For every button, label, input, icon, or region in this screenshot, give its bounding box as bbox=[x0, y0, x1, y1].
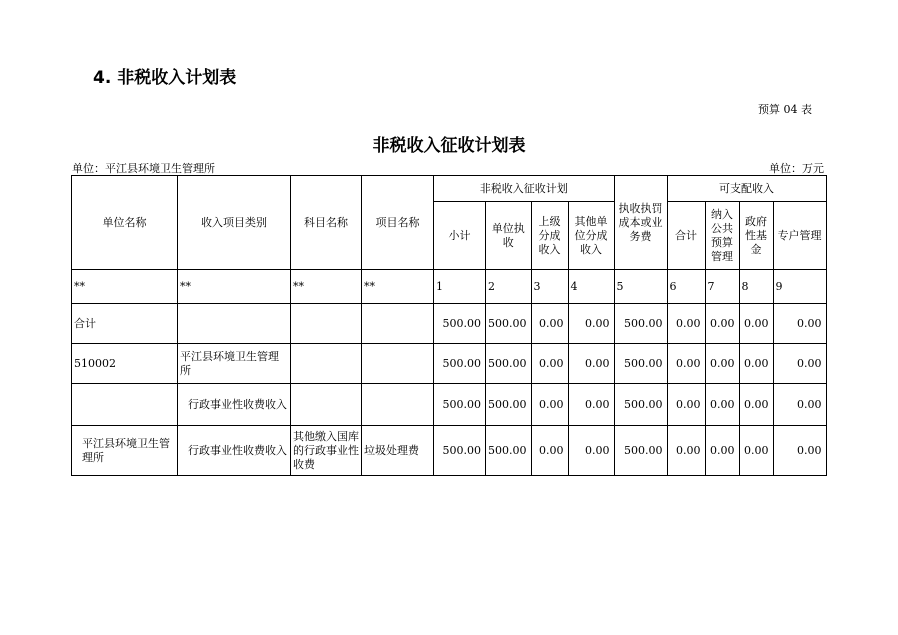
code-cell: ** bbox=[362, 270, 434, 304]
col-header-gov-fund: 政府性基金 bbox=[739, 202, 773, 270]
cell-superior-share: 0.00 bbox=[531, 426, 568, 476]
cell-unit-name: 合计 bbox=[72, 304, 178, 344]
cell-enforcement-cost: 500.00 bbox=[614, 384, 667, 426]
cell-special-mgmt: 0.00 bbox=[773, 304, 826, 344]
cell-gov-fund: 0.00 bbox=[739, 304, 773, 344]
cell-subject-name: 其他缴入国库的行政事业性收费 bbox=[291, 426, 362, 476]
table-row bbox=[72, 344, 827, 384]
cell-enforcement-cost: 500.00 bbox=[614, 344, 667, 384]
cell-superior-share: 0.00 bbox=[531, 304, 568, 344]
cell-total: 0.00 bbox=[667, 426, 705, 476]
code-cell: 5 bbox=[614, 270, 667, 304]
cell-special-mgmt: 0.00 bbox=[773, 344, 826, 384]
code-cell: 1 bbox=[434, 270, 486, 304]
cell-unit-name: 510002 bbox=[72, 344, 178, 384]
col-header-other-share: 其他单位分成收入 bbox=[568, 202, 614, 270]
col-group-collection-plan: 非税收入征收计划 bbox=[434, 176, 615, 202]
cell-public-budget: 0.00 bbox=[705, 426, 739, 476]
col-header-item-name: 项目名称 bbox=[362, 176, 434, 270]
cell-gov-fund: 0.00 bbox=[739, 426, 773, 476]
cell-total: 0.00 bbox=[667, 384, 705, 426]
section-title: 4. 非税收入计划表 bbox=[93, 68, 237, 88]
col-header-income-type: 收入项目类别 bbox=[178, 176, 291, 270]
cell-special-mgmt: 0.00 bbox=[773, 384, 826, 426]
col-header-public-budget: 纳入公共预算管理 bbox=[705, 202, 739, 270]
table-title: 非税收入征收计划表 bbox=[372, 136, 526, 156]
currency-unit: 单位：万元 bbox=[769, 162, 824, 175]
col-header-subtotal: 小计 bbox=[434, 202, 486, 270]
table-row bbox=[72, 426, 827, 476]
cell-item-name: 垃圾处理费 bbox=[362, 426, 434, 476]
cell-income-type bbox=[178, 304, 291, 344]
code-cell: ** bbox=[72, 270, 178, 304]
reporting-unit: 单位：平江县环境卫生管理所 bbox=[72, 162, 215, 175]
cell-subtotal: 500.00 bbox=[434, 426, 486, 476]
code-cell: ** bbox=[178, 270, 291, 304]
cell-unit-name bbox=[72, 384, 178, 426]
code-row bbox=[72, 270, 827, 304]
cell-enforcement-cost: 500.00 bbox=[614, 304, 667, 344]
cell-superior-share: 0.00 bbox=[531, 384, 568, 426]
cell-unit-collect: 500.00 bbox=[486, 426, 532, 476]
cell-public-budget: 0.00 bbox=[705, 384, 739, 426]
cell-income-type: 行政事业性收费收入 bbox=[178, 426, 291, 476]
cell-public-budget: 0.00 bbox=[705, 344, 739, 384]
code-cell: 2 bbox=[486, 270, 532, 304]
cell-subtotal: 500.00 bbox=[434, 304, 486, 344]
cell-gov-fund: 0.00 bbox=[739, 344, 773, 384]
code-cell: 8 bbox=[739, 270, 773, 304]
col-header-subject-name: 科目名称 bbox=[291, 176, 362, 270]
cell-public-budget: 0.00 bbox=[705, 304, 739, 344]
col-group-disposable-income: 可支配收入 bbox=[667, 176, 826, 202]
header-row-1 bbox=[72, 176, 827, 202]
cell-superior-share: 0.00 bbox=[531, 344, 568, 384]
cell-other-share: 0.00 bbox=[568, 426, 614, 476]
cell-income-type: 行政事业性收费收入 bbox=[178, 384, 291, 426]
cell-item-name bbox=[362, 384, 434, 426]
form-code: 预算 04 表 bbox=[758, 103, 812, 116]
cell-other-share: 0.00 bbox=[568, 304, 614, 344]
code-cell: 6 bbox=[667, 270, 705, 304]
non-tax-revenue-table bbox=[71, 175, 827, 476]
col-header-enforcement-cost: 执收执罚成本或业务费 bbox=[614, 176, 667, 270]
cell-subtotal: 500.00 bbox=[434, 384, 486, 426]
col-header-total: 合计 bbox=[667, 202, 705, 270]
cell-unit-collect: 500.00 bbox=[486, 304, 532, 344]
cell-subject-name bbox=[291, 344, 362, 384]
cell-total: 0.00 bbox=[667, 344, 705, 384]
cell-unit-name: 平江县环境卫生管理所 bbox=[72, 426, 178, 476]
code-cell: 7 bbox=[705, 270, 739, 304]
cell-subtotal: 500.00 bbox=[434, 344, 486, 384]
col-header-superior-share: 上级分成收入 bbox=[531, 202, 568, 270]
cell-other-share: 0.00 bbox=[568, 384, 614, 426]
col-header-unit-name: 单位名称 bbox=[72, 176, 178, 270]
code-cell: 9 bbox=[773, 270, 826, 304]
code-cell: 3 bbox=[531, 270, 568, 304]
cell-item-name bbox=[362, 304, 434, 344]
cell-unit-collect: 500.00 bbox=[486, 344, 532, 384]
cell-subject-name bbox=[291, 384, 362, 426]
col-header-special-mgmt: 专户管理 bbox=[773, 202, 826, 270]
cell-income-type: 平江县环境卫生管理所 bbox=[178, 344, 291, 384]
cell-subject-name bbox=[291, 304, 362, 344]
table-row-total bbox=[72, 304, 827, 344]
table-row bbox=[72, 384, 827, 426]
cell-enforcement-cost: 500.00 bbox=[614, 426, 667, 476]
cell-other-share: 0.00 bbox=[568, 344, 614, 384]
cell-unit-collect: 500.00 bbox=[486, 384, 532, 426]
code-cell: 4 bbox=[568, 270, 614, 304]
cell-special-mgmt: 0.00 bbox=[773, 426, 826, 476]
cell-total: 0.00 bbox=[667, 304, 705, 344]
cell-gov-fund: 0.00 bbox=[739, 384, 773, 426]
code-cell: ** bbox=[291, 270, 362, 304]
cell-item-name bbox=[362, 344, 434, 384]
col-header-unit-collect: 单位执收 bbox=[486, 202, 532, 270]
